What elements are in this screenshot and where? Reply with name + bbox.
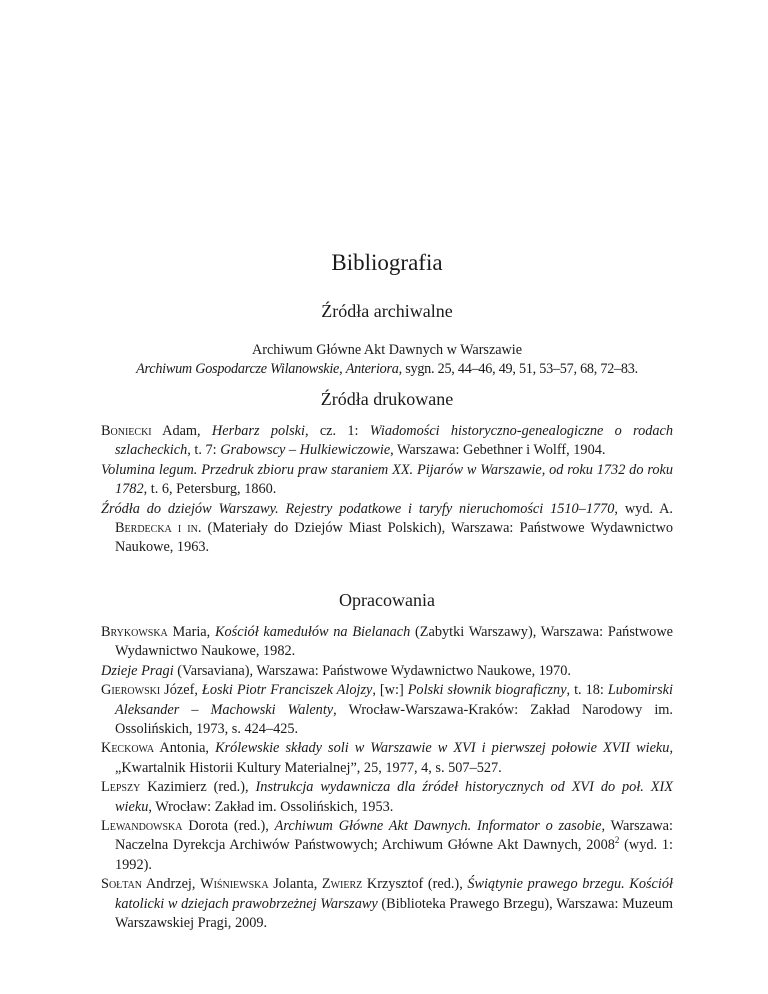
work-title: Wiadomości historyczno-genealogiczne o rodach szlacheckich [115, 423, 674, 459]
work-title: Herbarz polski [211, 423, 305, 439]
edition-superscript: 2 [614, 835, 620, 846]
author-name: Zwierz [321, 876, 363, 893]
bibliography-entry: Brykowska Maria, Kościół kamedułów na Bielanach (Zabytki Warszawy), Warszawa: Państwowe Wydawnictwo Naukowe, 1982. [101, 624, 673, 660]
collection-title: Archiwum Gospodarcze Wilanowskie [136, 361, 340, 377]
bibliography-entry: Volumina legum. Przedruk zbioru praw staraniem XX. Pijarów w Warszawie, od roku 1732 do roku 1782, t. 6, Petersburg, 1860. [101, 461, 673, 498]
series-title: Anteriora [345, 361, 399, 377]
work-title: Volumina legum. Przedruk zbioru praw staraniem XX. Pijarów w Warszawie, od roku 1732 do roku 1782 [101, 461, 673, 498]
editor-name: Berdecka i in. [115, 520, 202, 537]
author-name: Wiśniewska [200, 876, 269, 893]
work-title: Grabowscy – Hulkiewiczowie [220, 442, 391, 459]
bibliography-entry: Sołtan Andrzej, Wiśniewska Jolanta, Zwierz Krzysztof (red.), Świątynie prawego brzegu. Kościół katolicki w dziejach prawobrzeżnej Warszawy (Biblioteka Prawego Brzegu), Warszawa: Muzeum Warszawskiej Pragi, 2009. [101, 876, 673, 932]
work-title: Królewskie składy soli w Warszawie w XVI i pierwszej połowie XVII wieku [215, 740, 670, 757]
work-title: Świątynie prawego brzegu. Kościół katolicki w dziejach prawobrzeżnej Warszawy [115, 876, 673, 912]
section-heading-archival-sources: Źródła archiwalne [321, 301, 453, 321]
author-name: Lewandowska [101, 818, 183, 835]
work-title: Lubomirski Aleksander – Machowski Walenty [115, 682, 673, 718]
work-title: Polski słownik biograficzny [407, 682, 567, 699]
bibliography-entry: Keckowa Antonia, Królewskie składy soli w Warszawie w XVI i pierwszej połowie XVII wieku, „Kwartalnik Historii Kultury Materialnej”, 25, 1977, 4, s. 507–527. [101, 740, 674, 776]
work-title: Kościół kamedułów na Bielanach [214, 624, 411, 640]
bibliography-entry: Lepszy Kazimierz (red.), Instrukcja wydawnicza dla źródeł historycznych od XVI do poł. XIX wieku, Wrocław: Zakład im. Ossolińskich, 1953. [101, 779, 674, 815]
author-name: Brykowska [101, 624, 168, 640]
work-title: Źródła do dziejów Warszawy. Rejestry podatkowe i taryfy nieruchomości 1510–1770 [101, 500, 615, 517]
work-title: Instrukcja wydawnicza dla źródeł historycznych od XVI do poł. XIX wieku [115, 779, 674, 815]
section-studies [101, 590, 673, 934]
work-title: Dzieje Pragi [101, 662, 174, 679]
section-archival-sources [101, 301, 673, 379]
bibliography-entry: Gierowski Józef, Łoski Piotr Franciszek Alojzy, [w:] Polski słownik biograficzny, t. 18: Lubomirski Aleksander – Machowski Walenty, Wrocław-Warszawa-Kraków: Zakład Narodowy im. Ossolińskich, 1973, s. 424–425. [101, 682, 673, 738]
bibliography-entry: Źródła do dziejów Warszawy. Rejestry podatkowe i taryfy nieruchomości 1510–1770, wyd. A. Berdecka i in. (Materiały do Dziejów Miast Polskich), Warszawa: Państwowe Wydawnictwo Naukowe, 1963. [101, 500, 673, 556]
author-name: Lepszy [101, 779, 141, 796]
section-heading-printed-sources: Źródła drukowane [320, 389, 454, 409]
signatures: , sygn. 25, 44–46, 49, 51, 53–57, 68, 72–83. [398, 361, 638, 377]
page-title: Bibliografia [331, 250, 443, 275]
author-name: Keckowa [101, 740, 155, 757]
bibliography-entry: Lewandowska Dorota (red.), Archiwum Główne Akt Dawnych. Informator o zasobie, Warszawa: Naczelna Dyrekcja Archiwów Państwowych; Archiwum Główne Akt Dawnych, 2008$^2$ (wyd. 1: 1992). [101, 818, 673, 873]
archive-reference: Archiwum Gospodarcze Wilanowskie, Anteriora, sygn. 25, 44–46, 49, 51, 53–57, 68, 72–83. [136, 361, 638, 377]
archive-name: Archiwum Główne Akt Dawnych w Warszawie [251, 342, 523, 358]
author-name: Gierowski [101, 682, 161, 699]
work-title: Archiwum Główne Akt Dawnych. Informator o zasobie [274, 818, 602, 835]
section-printed-sources [101, 389, 673, 558]
author-name: Boniecki [101, 423, 152, 439]
section-heading-studies: Opracowania [339, 590, 435, 610]
bibliography-entry: Dzieje Pragi (Varsaviana), Warszawa: Państwowe Wydawnictwo Naukowe, 1970. [101, 662, 571, 679]
work-title: Łoski Piotr Franciszek Alojzy [201, 682, 373, 699]
bibliography-entry: Boniecki Adam, Herbarz polski, cz. 1: Wiadomości historyczno-genealogiczne o rodach szlacheckich, t. 7: Grabowscy – Hulkiewiczowie, Warszawa: Gebethner i Wolff, 1904. [101, 423, 674, 459]
author-name: Sołtan [101, 876, 143, 893]
